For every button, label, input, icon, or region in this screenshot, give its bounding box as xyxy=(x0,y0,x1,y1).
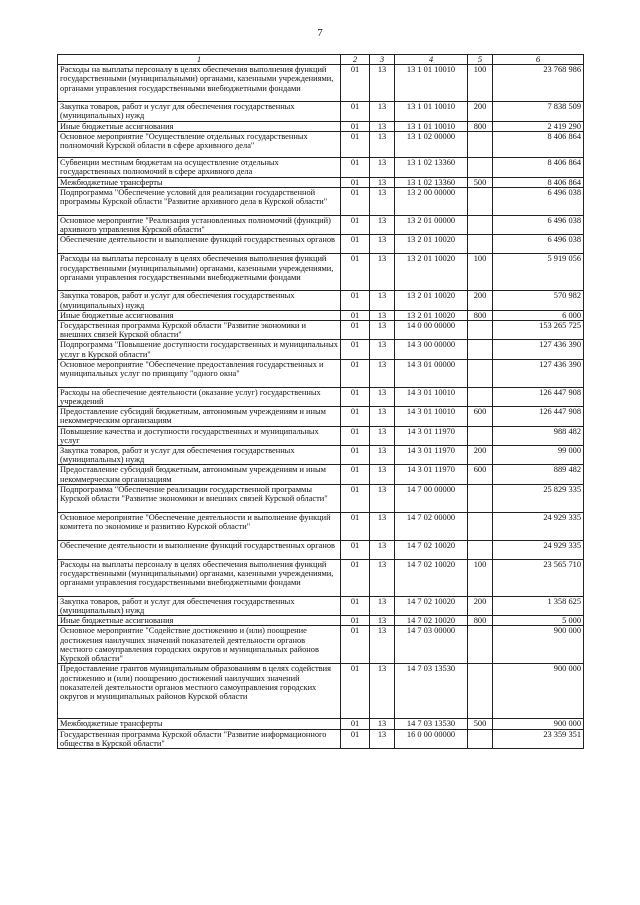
cell-pr: 13 xyxy=(370,121,395,131)
cell-sum: 900 000 xyxy=(493,626,584,664)
table-row xyxy=(58,596,584,615)
cell-csr: 14 7 03 13530 xyxy=(395,719,468,729)
cell-rz: 01 xyxy=(341,359,370,387)
cell-pr: 13 xyxy=(370,131,395,157)
cell-vr xyxy=(468,387,493,406)
cell-sum: 6 496 038 xyxy=(493,188,584,216)
page-number: 7 xyxy=(317,27,323,39)
cell-rz: 01 xyxy=(341,121,370,131)
cell-name: Обеспечение деятельности и выполнение функций государственных органов xyxy=(58,235,341,254)
cell-pr: 13 xyxy=(370,446,395,465)
cell-csr: 13 1 01 10010 xyxy=(395,65,468,102)
cell-name: Основное мероприятие "Обеспечение предоставления государственных и муниципальных услуг по принципу "одного окна" xyxy=(58,359,341,387)
cell-pr: 13 xyxy=(370,340,395,359)
table-row xyxy=(58,446,584,465)
cell-csr: 14 7 02 10020 xyxy=(395,540,468,559)
cell-rz: 01 xyxy=(341,291,370,310)
cell-pr: 13 xyxy=(370,188,395,216)
cell-vr: 600 xyxy=(468,465,493,484)
cell-pr: 13 xyxy=(370,387,395,406)
cell-vr: 100 xyxy=(468,254,493,291)
cell-name: Государственная программа Курской области "Развитие экономики и внешних связей Курской области" xyxy=(58,321,341,340)
cell-sum: 23 565 710 xyxy=(493,559,584,596)
cell-pr: 13 xyxy=(370,596,395,615)
cell-csr: 13 1 02 13360 xyxy=(395,157,468,177)
cell-sum: 900 000 xyxy=(493,664,584,719)
cell-vr xyxy=(468,235,493,254)
cell-vr xyxy=(468,157,493,177)
cell-csr: 13 1 02 00000 xyxy=(395,131,468,157)
table-row xyxy=(58,512,584,540)
cell-csr: 14 7 03 13530 xyxy=(395,664,468,719)
cell-sum: 24 929 335 xyxy=(493,540,584,559)
cell-pr: 13 xyxy=(370,102,395,121)
cell-pr: 13 xyxy=(370,616,395,626)
cell-sum: 25 829 335 xyxy=(493,484,584,512)
header-col-6: 6 xyxy=(493,55,584,65)
cell-pr: 13 xyxy=(370,310,395,320)
cell-sum: 127 436 390 xyxy=(493,359,584,387)
cell-vr xyxy=(468,321,493,340)
table-row xyxy=(58,291,584,310)
cell-rz: 01 xyxy=(341,188,370,216)
cell-name: Закупка товаров, работ и услуг для обеспечения государственных (муниципальных) нужд xyxy=(58,596,341,615)
cell-rz: 01 xyxy=(341,512,370,540)
cell-sum: 99 000 xyxy=(493,446,584,465)
cell-csr: 14 7 03 00000 xyxy=(395,626,468,664)
cell-pr: 13 xyxy=(370,540,395,559)
cell-rz: 01 xyxy=(341,446,370,465)
cell-pr: 13 xyxy=(370,177,395,187)
cell-rz: 01 xyxy=(341,407,370,426)
cell-vr: 200 xyxy=(468,446,493,465)
table-row xyxy=(58,216,584,235)
cell-name: Расходы на выплаты персоналу в целях обеспечения выполнения функций государственными (муниципальными) органами, казенными учреждениями, органами управления государственными внебюджетными фондами xyxy=(58,254,341,291)
table-row xyxy=(58,484,584,512)
cell-vr xyxy=(468,340,493,359)
cell-rz: 01 xyxy=(341,626,370,664)
cell-vr xyxy=(468,512,493,540)
cell-pr: 13 xyxy=(370,484,395,512)
cell-name: Подпрограмма "Повышение доступности государственных и муниципальных услуг в Курской области" xyxy=(58,340,341,359)
cell-pr: 13 xyxy=(370,235,395,254)
cell-rz: 01 xyxy=(341,340,370,359)
cell-vr xyxy=(468,729,493,748)
cell-vr: 800 xyxy=(468,310,493,320)
cell-csr: 14 3 01 00000 xyxy=(395,359,468,387)
table-row xyxy=(58,407,584,426)
cell-rz: 01 xyxy=(341,177,370,187)
header-col-1: 1 xyxy=(58,55,341,65)
cell-pr: 13 xyxy=(370,291,395,310)
cell-sum: 23 359 351 xyxy=(493,729,584,748)
cell-sum: 126 447 908 xyxy=(493,387,584,406)
cell-pr: 13 xyxy=(370,321,395,340)
cell-name: Межбюджетные трансферты xyxy=(58,719,341,729)
cell-pr: 13 xyxy=(370,216,395,235)
cell-sum: 889 482 xyxy=(493,465,584,484)
cell-rz: 01 xyxy=(341,65,370,102)
table-row xyxy=(58,465,584,484)
table-row xyxy=(58,121,584,131)
cell-rz: 01 xyxy=(341,310,370,320)
cell-sum: 900 000 xyxy=(493,719,584,729)
cell-name: Основное мероприятие "Содействие достижению и (или) поощрение достижения наилучших значений показателей деятельности органов местного самоуправления городских округов и муниципальных районов Курской области" xyxy=(58,626,341,664)
cell-vr: 800 xyxy=(468,616,493,626)
cell-name: Закупка товаров, работ и услуг для обеспечения государственных (муниципальных) нужд xyxy=(58,102,341,121)
cell-csr: 13 2 01 00000 xyxy=(395,216,468,235)
cell-sum: 8 406 864 xyxy=(493,157,584,177)
cell-csr: 14 3 00 00000 xyxy=(395,340,468,359)
cell-name: Иные бюджетные ассигнования xyxy=(58,121,341,131)
cell-rz: 01 xyxy=(341,616,370,626)
cell-name: Подпрограмма "Обеспечение реализации государственной программы Курской области "Развитие экономики и внешних связей Курской области" xyxy=(58,484,341,512)
cell-rz: 01 xyxy=(341,596,370,615)
cell-name: Предоставление субсидий бюджетным, автономным учреждениям и иным некоммерческим организациям xyxy=(58,407,341,426)
cell-name: Основное мероприятие "Реализация установленных полномочий (функций) архивного управления Курской области" xyxy=(58,216,341,235)
cell-name: Основное мероприятие "Осуществление отдельных государственных полномочий Курской области в сфере архивного дела" xyxy=(58,131,341,157)
cell-vr: 200 xyxy=(468,102,493,121)
cell-sum: 23 768 986 xyxy=(493,65,584,102)
cell-pr: 13 xyxy=(370,559,395,596)
cell-rz: 01 xyxy=(341,216,370,235)
cell-pr: 13 xyxy=(370,512,395,540)
cell-name: Расходы на выплаты персоналу в целях обеспечения выполнения функций государственными (муниципальными) органами, казенными учреждениями, органами управления государственными внебюджетными фондами xyxy=(58,65,341,102)
table-row xyxy=(58,626,584,664)
cell-sum: 6 496 038 xyxy=(493,216,584,235)
table-row xyxy=(58,321,584,340)
cell-rz: 01 xyxy=(341,484,370,512)
cell-rz: 01 xyxy=(341,465,370,484)
cell-pr: 13 xyxy=(370,729,395,748)
cell-name: Предоставление грантов муниципальным образованиям в целях содействия достижению и (или) поощрению достижений наилучших значений показателей деятельности органов местного самоуправления городских округов и муниципальных районов Курской области xyxy=(58,664,341,719)
table-row xyxy=(58,65,584,102)
cell-vr xyxy=(468,216,493,235)
cell-rz: 01 xyxy=(341,719,370,729)
cell-sum: 7 838 509 xyxy=(493,102,584,121)
table-row xyxy=(58,426,584,445)
cell-sum: 6 496 038 xyxy=(493,235,584,254)
cell-csr: 14 7 02 00000 xyxy=(395,512,468,540)
cell-csr: 13 2 01 10020 xyxy=(395,310,468,320)
cell-vr: 100 xyxy=(468,65,493,102)
cell-vr xyxy=(468,359,493,387)
budget-table xyxy=(57,54,584,749)
cell-vr xyxy=(468,664,493,719)
cell-csr: 14 3 01 11970 xyxy=(395,446,468,465)
cell-vr xyxy=(468,484,493,512)
cell-name: Основное мероприятие "Обеспечение деятельности и выполнение функций комитета по экономике и развитию Курской области" xyxy=(58,512,341,540)
cell-name: Предоставление субсидий бюджетным, автономным учреждениям и иным некоммерческим организациям xyxy=(58,465,341,484)
table-row xyxy=(58,387,584,406)
cell-name: Закупка товаров, работ и услуг для обеспечения государственных (муниципальных) нужд xyxy=(58,291,341,310)
table-row xyxy=(58,102,584,121)
header-row xyxy=(58,55,584,65)
cell-sum: 153 265 725 xyxy=(493,321,584,340)
cell-csr: 13 2 01 10020 xyxy=(395,235,468,254)
cell-name: Межбюджетные трансферты xyxy=(58,177,341,187)
cell-sum: 5 919 056 xyxy=(493,254,584,291)
table-row xyxy=(58,157,584,177)
cell-csr: 14 7 02 10020 xyxy=(395,596,468,615)
cell-sum: 5 000 xyxy=(493,616,584,626)
table-row xyxy=(58,664,584,719)
cell-pr: 13 xyxy=(370,465,395,484)
cell-vr: 600 xyxy=(468,407,493,426)
cell-rz: 01 xyxy=(341,426,370,445)
cell-rz: 01 xyxy=(341,157,370,177)
cell-vr: 200 xyxy=(468,596,493,615)
cell-csr: 13 2 01 10020 xyxy=(395,291,468,310)
cell-pr: 13 xyxy=(370,407,395,426)
cell-rz: 01 xyxy=(341,559,370,596)
header-col-5: 5 xyxy=(468,55,493,65)
cell-pr: 13 xyxy=(370,359,395,387)
cell-vr xyxy=(468,188,493,216)
cell-rz: 01 xyxy=(341,131,370,157)
cell-pr: 13 xyxy=(370,426,395,445)
cell-name: Расходы на выплаты персоналу в целях обеспечения выполнения функций государственными (муниципальными) органами, казенными учреждениями, органами управления государственными внебюджетными фондами xyxy=(58,559,341,596)
cell-name: Иные бюджетные ассигнования xyxy=(58,616,341,626)
cell-vr: 500 xyxy=(468,719,493,729)
table-row xyxy=(58,188,584,216)
cell-csr: 13 1 01 10010 xyxy=(395,121,468,131)
table-row xyxy=(58,131,584,157)
cell-vr: 100 xyxy=(468,559,493,596)
cell-vr xyxy=(468,626,493,664)
cell-pr: 13 xyxy=(370,65,395,102)
cell-name: Государственная программа Курской области "Развитие информационного общества в Курской области" xyxy=(58,729,341,748)
cell-vr: 800 xyxy=(468,121,493,131)
cell-sum: 570 982 xyxy=(493,291,584,310)
cell-csr: 14 7 02 10020 xyxy=(395,559,468,596)
table-row xyxy=(58,540,584,559)
cell-csr: 16 0 00 00000 xyxy=(395,729,468,748)
cell-vr xyxy=(468,540,493,559)
cell-vr xyxy=(468,131,493,157)
cell-pr: 13 xyxy=(370,254,395,291)
cell-rz: 01 xyxy=(341,387,370,406)
cell-name: Закупка товаров, работ и услуг для обеспечения государственных (муниципальных) нужд xyxy=(58,446,341,465)
cell-name: Обеспечение деятельности и выполнение функций государственных органов xyxy=(58,540,341,559)
cell-csr: 13 1 02 13360 xyxy=(395,177,468,187)
table-row xyxy=(58,235,584,254)
cell-csr: 14 3 01 10010 xyxy=(395,407,468,426)
cell-sum: 988 482 xyxy=(493,426,584,445)
cell-sum: 127 436 390 xyxy=(493,340,584,359)
cell-name: Иные бюджетные ассигнования xyxy=(58,310,341,320)
cell-csr: 14 0 00 00000 xyxy=(395,321,468,340)
cell-vr: 200 xyxy=(468,291,493,310)
table-row xyxy=(58,729,584,748)
cell-csr: 13 2 00 00000 xyxy=(395,188,468,216)
cell-rz: 01 xyxy=(341,102,370,121)
cell-vr xyxy=(468,426,493,445)
cell-sum: 126 447 908 xyxy=(493,407,584,426)
cell-name: Расходы на обеспечение деятельности (оказание услуг) государственных учреждений xyxy=(58,387,341,406)
table-row xyxy=(58,177,584,187)
table-row xyxy=(58,719,584,729)
cell-csr: 14 3 01 10010 xyxy=(395,387,468,406)
cell-csr: 13 2 01 10020 xyxy=(395,254,468,291)
cell-rz: 01 xyxy=(341,729,370,748)
cell-pr: 13 xyxy=(370,664,395,719)
cell-pr: 13 xyxy=(370,157,395,177)
cell-csr: 14 3 01 11970 xyxy=(395,426,468,445)
cell-name: Повышение качества и доступности государственных и муниципальных услуг xyxy=(58,426,341,445)
cell-name: Субвенции местным бюджетам на осуществление отдельных государственных полномочий в сфере архивного дела xyxy=(58,157,341,177)
cell-csr: 13 1 01 10010 xyxy=(395,102,468,121)
table-row xyxy=(58,559,584,596)
cell-rz: 01 xyxy=(341,321,370,340)
cell-sum: 8 406 864 xyxy=(493,177,584,187)
cell-sum: 6 000 xyxy=(493,310,584,320)
cell-sum: 24 929 335 xyxy=(493,512,584,540)
table-row xyxy=(58,616,584,626)
cell-csr: 14 7 02 10020 xyxy=(395,616,468,626)
table-row xyxy=(58,340,584,359)
cell-name: Подпрограмма "Обеспечение условий для реализации государственной программы Курской области "Развитие архивного дела в Курской области" xyxy=(58,188,341,216)
cell-csr: 14 7 00 00000 xyxy=(395,484,468,512)
header-col-2: 2 xyxy=(341,55,370,65)
cell-sum: 2 419 290 xyxy=(493,121,584,131)
header-col-3: 3 xyxy=(370,55,395,65)
cell-vr: 500 xyxy=(468,177,493,187)
cell-rz: 01 xyxy=(341,235,370,254)
header-col-4: 4 xyxy=(395,55,468,65)
cell-pr: 13 xyxy=(370,626,395,664)
table-row xyxy=(58,310,584,320)
cell-rz: 01 xyxy=(341,540,370,559)
table-row xyxy=(58,254,584,291)
cell-rz: 01 xyxy=(341,254,370,291)
table-row xyxy=(58,359,584,387)
cell-csr: 14 3 01 11970 xyxy=(395,465,468,484)
cell-rz: 01 xyxy=(341,664,370,719)
cell-sum: 1 358 625 xyxy=(493,596,584,615)
cell-sum: 8 406 864 xyxy=(493,131,584,157)
cell-pr: 13 xyxy=(370,719,395,729)
